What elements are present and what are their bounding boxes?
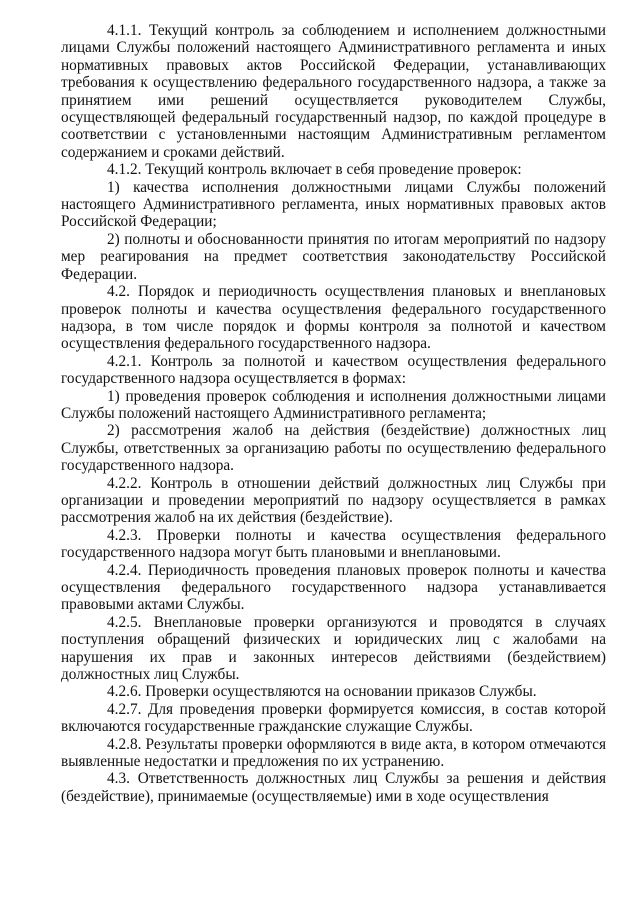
list-item-4-2-1-2: 2) рассмотрения жалоб на действия (бездействие) должностных лиц Службы, ответственных за организацию работы по осуществлению федерального государственного надзора.: [61, 422, 606, 475]
list-item-4-1-2-1: 1) качества исполнения должностными лицами Службы положений настоящего Административного регламента, иных нормативных правовых актов Российской Федерации;: [61, 178, 606, 231]
paragraph-4-2-3: 4.2.3. Проверки полноты и качества осуществления федерального государственного надзора могут быть плановыми и внеплановыми.: [61, 526, 606, 562]
paragraph-4-1-1: 4.1.1. Текущий контроль за соблюдением и исполнением должностными лицами Службы положений настоящего Административного регламента и иных нормативных правовых актов Российской Федерации, устанавливающих требования к осуществлению федерального государственного надзора, а также за принятием ими решений осуществляется руководителем Службы, осуществляющей федеральный государственный надзор, по каждой процедуре в соответствии с установленными настоящим Административным регламентом содержанием и сроками действий.: [61, 22, 606, 161]
paragraph-4-2-8: 4.2.8. Результаты проверки оформляются в виде акта, в котором отмечаются выявленные недостатки и предложения по их устранению.: [61, 735, 606, 771]
list-item-4-1-2-2: 2) полноты и обоснованности принятия по итогам мероприятий по надзору мер реагирования на предмет соответствия законодательству Российской Федерации.: [61, 230, 606, 283]
paragraph-4-2-4: 4.2.4. Периодичность проведения плановых проверок полноты и качества осуществления федерального государственного надзора устанавливается правовыми актами Службы.: [61, 561, 606, 614]
paragraph-4-2: 4.2. Порядок и периодичность осуществления плановых и внеплановых проверок полноты и качества осуществления федерального государственного надзора, в том числе порядок и формы контроля за полнотой и качеством осуществления федерального государственного надзора.: [61, 283, 606, 353]
paragraph-4-3: 4.3. Ответственность должностных лиц Службы за решения и действия (бездействие), принимаемые (осуществляемые) ими в ходе осуществления: [61, 770, 606, 805]
paragraph-4-2-1: 4.2.1. Контроль за полнотой и качеством осуществления федерального государственного надзора осуществляется в формах:: [61, 352, 606, 388]
paragraph-4-1-2: 4.1.2. Текущий контроль включает в себя проведение проверок:: [107, 161, 522, 179]
list-item-4-2-1-1: 1) проведения проверок соблюдения и исполнения должностными лицами Службы положений настоящего Административного регламента;: [61, 387, 606, 422]
paragraph-4-2-2: 4.2.2. Контроль в отношении действий должностных лиц Службы при организации и проведении мероприятий по надзору осуществляется в рамках рассмотрения жалоб на их действия (бездействие).: [61, 474, 606, 527]
paragraph-4-2-5: 4.2.5. Внеплановые проверки организуются и проводятся в случаях поступления обращений физических и юридических лиц с жалобами на нарушения их прав и законных интересов действиями (бездействием) должностных лиц Службы.: [61, 613, 606, 684]
paragraph-4-2-6: 4.2.6. Проверки осуществляются на основании приказов Службы.: [107, 683, 537, 701]
paragraph-4-2-7: 4.2.7. Для проведения проверки формируется комиссия, в состав которой включаются государственные гражданские служащие Службы.: [61, 700, 606, 736]
